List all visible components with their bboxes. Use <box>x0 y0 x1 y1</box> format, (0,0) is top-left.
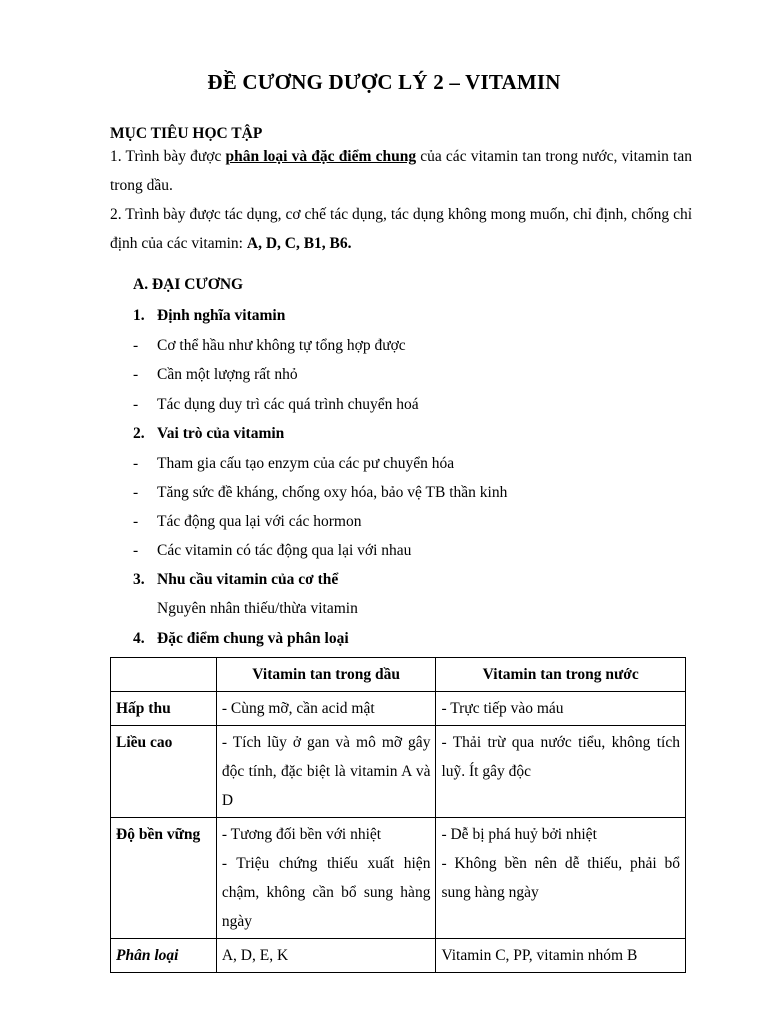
row-label: Hấp thu <box>111 692 217 726</box>
row-label: Phân loại <box>111 939 217 973</box>
table-row <box>111 818 686 939</box>
section-a-heading: A. ĐẠI CƯƠNG <box>133 276 244 293</box>
section-3-note: Nguyên nhân thiếu/thừa vitamin <box>157 600 358 617</box>
cell-line: - Tương đối bền với nhiệt <box>221 826 382 843</box>
table-row <box>111 939 686 973</box>
list-item: Tác dụng duy trì các quá trình chuyển hoá <box>157 396 419 413</box>
objectives-heading: MỤC TIÊU HỌC TẬP <box>110 125 263 142</box>
table-cell <box>216 818 436 939</box>
objective-1-highlight: phân loại và đặc điểm chung <box>225 148 417 165</box>
section-4-title: Đặc điểm chung và phân loại <box>157 630 349 647</box>
table-header-row <box>111 658 686 692</box>
table-cell <box>436 818 686 939</box>
table-cell: A, D, E, K <box>216 939 436 973</box>
objective-1 <box>110 142 692 200</box>
list-item: Cần một lượng rất nhỏ <box>157 366 298 383</box>
table-cell: - Tích lũy ở gan và mô mỡ gây độc tính, đặc biệt là vitamin A và D <box>216 726 436 818</box>
bullet-dash: - <box>133 396 139 413</box>
page-title: ĐỀ CƯƠNG DƯỢC LÝ 2 – VITAMIN <box>207 70 561 94</box>
list-item: Tác động qua lại với các hormon <box>157 513 362 530</box>
section-1-number: 1. <box>133 307 145 324</box>
column-header-water-soluble: Vitamin tan trong nước <box>436 658 686 692</box>
vitamin-comparison-table <box>110 657 686 973</box>
table-cell: - Thải trừ qua nước tiểu, không tích luỹ. Ít gây độc <box>436 726 686 818</box>
row-label: Độ bền vững <box>111 818 217 939</box>
table-cell: - Cùng mỡ, cần acid mật <box>216 692 436 726</box>
bullet-dash: - <box>133 484 139 501</box>
objective-2-prefix: 2. Trình bày được tác dụng, cơ chế tác dụng, tác dụng không mong muốn, chỉ định, chống chỉ định của các vitamin: <box>110 206 692 252</box>
section-2-title: Vai trò của vitamin <box>157 425 285 442</box>
bullet-dash: - <box>133 542 139 559</box>
cell-line: - Triệu chứng thiếu xuất hiện chậm, không cần bổ sung hàng ngày <box>221 855 431 930</box>
table-corner-cell <box>111 658 217 692</box>
bullet-dash: - <box>133 337 139 354</box>
list-item: Cơ thể hầu như không tự tổng hợp được <box>157 337 406 354</box>
objective-2-bold: A, D, C, B1, B6. <box>246 235 352 252</box>
table-row <box>111 726 686 818</box>
section-2-number: 2. <box>133 425 145 442</box>
section-3-number: 3. <box>133 571 145 588</box>
bullet-dash: - <box>133 366 139 383</box>
table-cell: - Trực tiếp vào máu <box>436 692 686 726</box>
table-cell: Vitamin C, PP, vitamin nhóm B <box>436 939 686 973</box>
row-label: Liều cao <box>111 726 217 818</box>
section-4-number: 4. <box>133 630 145 647</box>
list-item: Tăng sức đề kháng, chống oxy hóa, bảo vệ TB thần kinh <box>157 484 508 501</box>
table-row <box>111 692 686 726</box>
objective-2 <box>110 200 692 258</box>
cell-line: - Dễ bị phá huỷ bởi nhiệt <box>441 826 597 843</box>
section-1-title: Định nghĩa vitamin <box>157 307 286 324</box>
list-item: Các vitamin có tác động qua lại với nhau <box>157 542 412 559</box>
bullet-dash: - <box>133 455 139 472</box>
objective-1-suffix: của các vitamin tan trong nước, vitamin tan trong dầu. <box>110 148 692 194</box>
section-3-title: Nhu cầu vitamin của cơ thể <box>157 571 339 588</box>
cell-line: - Không bền nên dễ thiếu, phải bổ sung hàng ngày <box>441 855 680 901</box>
column-header-fat-soluble: Vitamin tan trong dầu <box>216 658 436 692</box>
list-item: Tham gia cấu tạo enzym của các pư chuyển hóa <box>157 455 455 472</box>
bullet-dash: - <box>133 513 139 530</box>
objective-1-prefix: 1. Trình bày được <box>110 148 226 165</box>
